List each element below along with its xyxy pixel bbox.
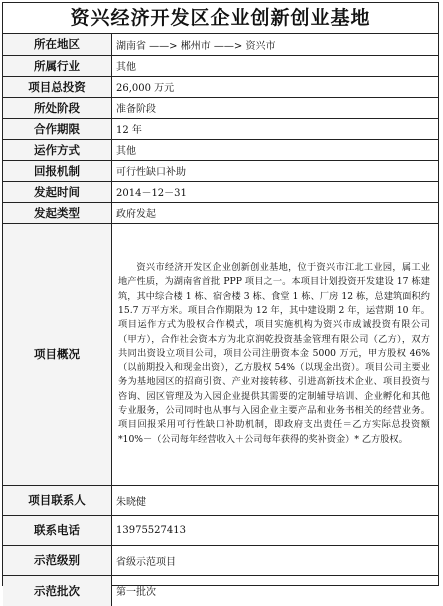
row-label: 合作期限	[3, 118, 112, 139]
table-row-region	[3, 34, 438, 55]
row-value: 第一批次	[112, 575, 439, 606]
project-overview-text: 资兴市经济开发区企业创新创业基地，位于资兴市江北工业园，属工业地产性质，为湖南省首批 PPP 项目之一。本项目计划投资开发建设 17 栋建筑，其中综合楼 1 栋、宿舍楼 3 栋、食堂 1 栋、厂房 12 栋，总建筑面积约 15.7 万平方米。项目合作期限为 12 年，其中建设期 2 年，运营期 10 年。项目运作方式为股权合作模式，项目实施机构为资兴市成诚投资有限公司（甲方），合作社会资本方为北京润乾投资基金管理有限公司（乙方），双方共同出资设立项目公司，项目公司注册资本金 5000 万元，甲方股权 46%（以前期投入和现金出资），乙方股权 54%（以现金出资）。项目公司主要业务为基地园区的招商引资、产业对接转移、引进高新技术企业、项目投资与咨询、园区管理及为入园企业提供其需要的定制辅导培训、企业孵化和其他专业服务，公司同时也从事与入园企业主要产品和业务书相关的经营业务。项目回报采用可行性缺口补助机制，即政府支出责任＝乙方实际总投资额 *10%－（公司每年经营收入＋公司每年获得的奖补资金）* 乙方股权。	[112, 223, 439, 485]
row-label: 示范级别	[3, 545, 112, 575]
row-value: 其他	[112, 139, 439, 160]
table-row-total-investment	[3, 76, 438, 97]
row-label: 发起时间	[3, 181, 112, 202]
table-row-cooperation-term	[3, 118, 438, 139]
row-label: 运作方式	[3, 139, 112, 160]
row-value: 政府发起	[112, 202, 439, 223]
row-label: 发起类型	[3, 202, 112, 223]
row-value: 26,000 万元	[112, 76, 439, 97]
table-row-launch-type	[3, 202, 438, 223]
row-label: 联系电话	[3, 515, 112, 545]
table-row-launch-date	[3, 181, 438, 202]
row-label: 项目联系人	[3, 485, 112, 515]
table-row-return-mechanism	[3, 160, 438, 181]
row-label: 示范批次	[3, 575, 112, 606]
row-value: 13975527413	[112, 515, 439, 545]
page-title: 资兴经济开发区企业创新创业基地	[3, 3, 438, 34]
row-value: 可行性缺口补助	[112, 160, 439, 181]
row-label: 所处阶段	[3, 97, 112, 118]
row-value: 2014－12－31	[112, 181, 439, 202]
row-value: 省级示范项目	[112, 545, 439, 575]
row-value: 12 年	[112, 118, 439, 139]
table-row-stage	[3, 97, 438, 118]
row-label: 所属行业	[3, 55, 112, 76]
table-row-phone	[3, 515, 438, 545]
table-row-contact	[3, 485, 438, 515]
project-info-sheet	[2, 2, 439, 599]
table-row-industry	[3, 55, 438, 76]
table-row-operation-mode	[3, 139, 438, 160]
table-row-project-overview	[3, 223, 438, 485]
row-label: 项目概况	[3, 223, 112, 485]
row-label: 项目总投资	[3, 76, 112, 97]
table-row-demo-batch	[3, 575, 438, 606]
row-value: 其他	[112, 55, 439, 76]
row-label: 回报机制	[3, 160, 112, 181]
row-value: 湖南省 ——> 郴州市 ——> 资兴市	[112, 34, 439, 55]
row-value: 朱晓健	[112, 485, 439, 515]
row-label: 所在地区	[3, 34, 112, 55]
project-info-table	[3, 34, 438, 606]
row-value: 准备阶段	[112, 97, 439, 118]
table-row-demo-level	[3, 545, 438, 575]
